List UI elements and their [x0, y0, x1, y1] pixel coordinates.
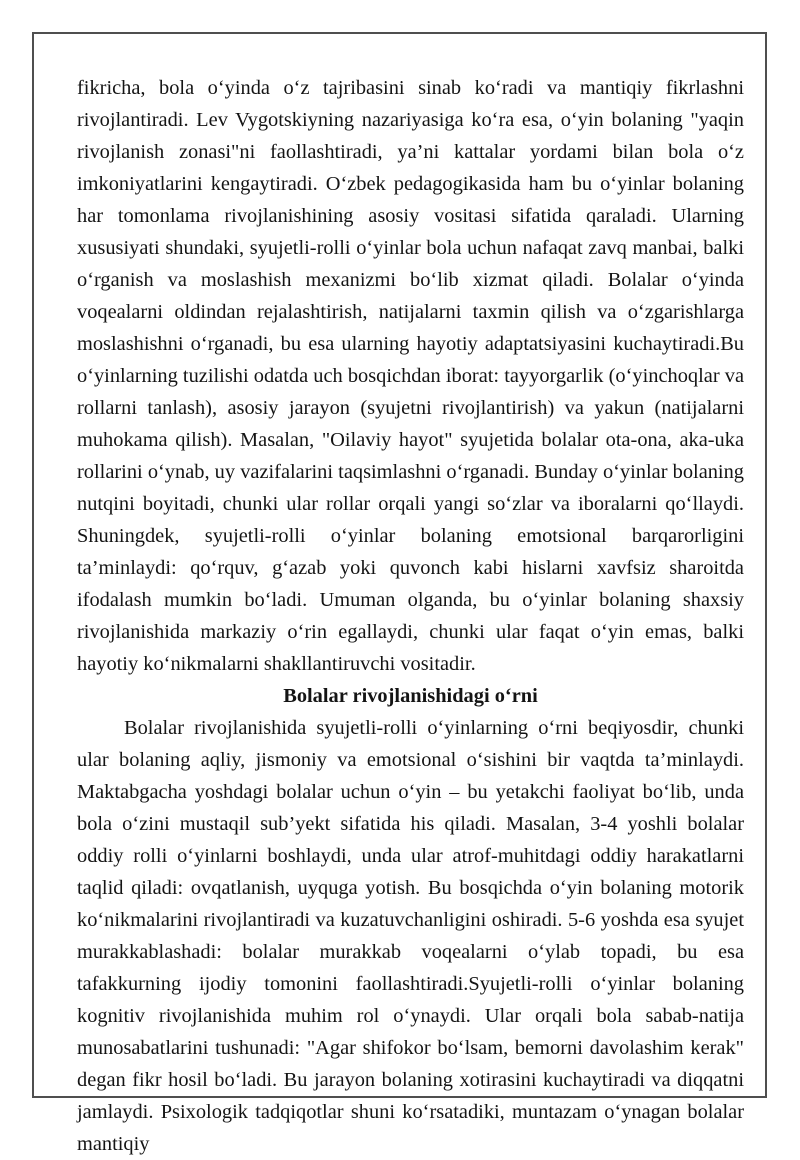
- paragraph-before-heading: fikricha, bola o‘yinda o‘z tajribasini sinab ko‘radi va mantiqiy fikrlashni rivojlantiradi. Lev Vygotskiyning nazariyasiga ko‘ra esa, o‘yin bolaning "yaqin rivojlanish zonasi"ni faollashtiradi, ya’ni kattalar yordami bilan bola o‘z imkoniyatlarini kengaytiradi. O‘zbek pedagogikasida ham bu o‘yinlar bolaning har tomonlama rivojlanishining asosiy vositasi sifatida qaraladi. Ularning xususiyati shundaki, syujetli-rolli o‘yinlar bola uchun nafaqat zavq manbai, balki o‘rganish va moslashish mexanizmi bo‘lib xizmat qiladi. Bolalar o‘yinda voqealarni oldindan rejalashtirish, natijalarni taxmin qilish va o‘zgarishlarga moslashishni o‘rganadi, bu esa ularning hayotiy adaptatsiyasini kuchaytiradi.Bu o‘yinlarning tuzilishi odatda uch bosqichdan iborat: tayyorgarlik (o‘yinchoqlar va rollarni tanlash), asosiy jarayon (syujetni rivojlantirish) va yakun (natijalarni muhokama qilish). Masalan, "Oilaviy hayot" syujetida bolalar ota-ona, aka-uka rollarini o‘ynab, uy vazifalarini taqsimlashni o‘rganadi. Bunday o‘yinlar bolaning nutqini boyitadi, chunki ular rollar orqali yangi so‘zlar va iboralarni qo‘llaydi. Shuningdek, syujetli-rolli o‘yinlar bolaning emotsional barqarorligini ta’minlaydi: qo‘rquv, g‘azab yoki quvonch kabi hislarni xavfsiz sharoitda ifodalash mumkin bo‘ladi. Umuman olganda, bu o‘yinlar bolaning shaxsiy rivojlanishida markaziy o‘rin egallaydi, chunki ular faqat o‘yin emas, balki hayotiy ko‘nikmalarni shakllantiruvchi vositadir.: [77, 77, 744, 675]
- section-heading: Bolalar rivojlanishidagi o‘rni: [283, 685, 538, 707]
- paragraph-after-heading: Bolalar rivojlanishida syujetli-rolli o‘yinlarning o‘rni beqiyosdir, chunki ular bolaning aqliy, jismoniy va emotsional o‘sishini bir vaqtda ta’minlaydi. Maktabgacha yoshdagi bolalar uchun o‘yin – bu yetakchi faoliyat bo‘lib, unda bola o‘zini mustaqil sub’yekt sifatida his qiladi. Masalan, 3-4 yoshli bolalar oddiy rolli o‘yinlarni boshlaydi, unda ular atrof-muhitdagi oddiy harakatlarni taqlid qiladi: ovqatlanish, uyquga yotish. Bu bosqichda o‘yin bolaning motorik ko‘nikmalarini rivojlantiradi va kuzatuvchanligini oshiradi. 5-6 yoshda esa syujet murakkablashadi: bolalar murakkab voqealarni o‘ylab topadi, bu esa tafakkurning ijodiy tomonini faollashtiradi.Syujetli-rolli o‘yinlar bolaning kognitiv rivojlanishida muhim rol o‘ynaydi. Ular orqali bola sabab-natija munosabatlarini tushunadi: "Agar shifokor bo‘lsam, bemorni davolashim kerak" degan fikr hosil bo‘ladi. Bu jarayon bolaning xotirasini kuchaytiradi va diqqatni jamlaydi. Psixologik tadqiqotlar shuni ko‘rsatadiki, muntazam o‘ynagan bolalar mantiqiy: [77, 717, 744, 1155]
- document-text-area: [77, 72, 744, 1160]
